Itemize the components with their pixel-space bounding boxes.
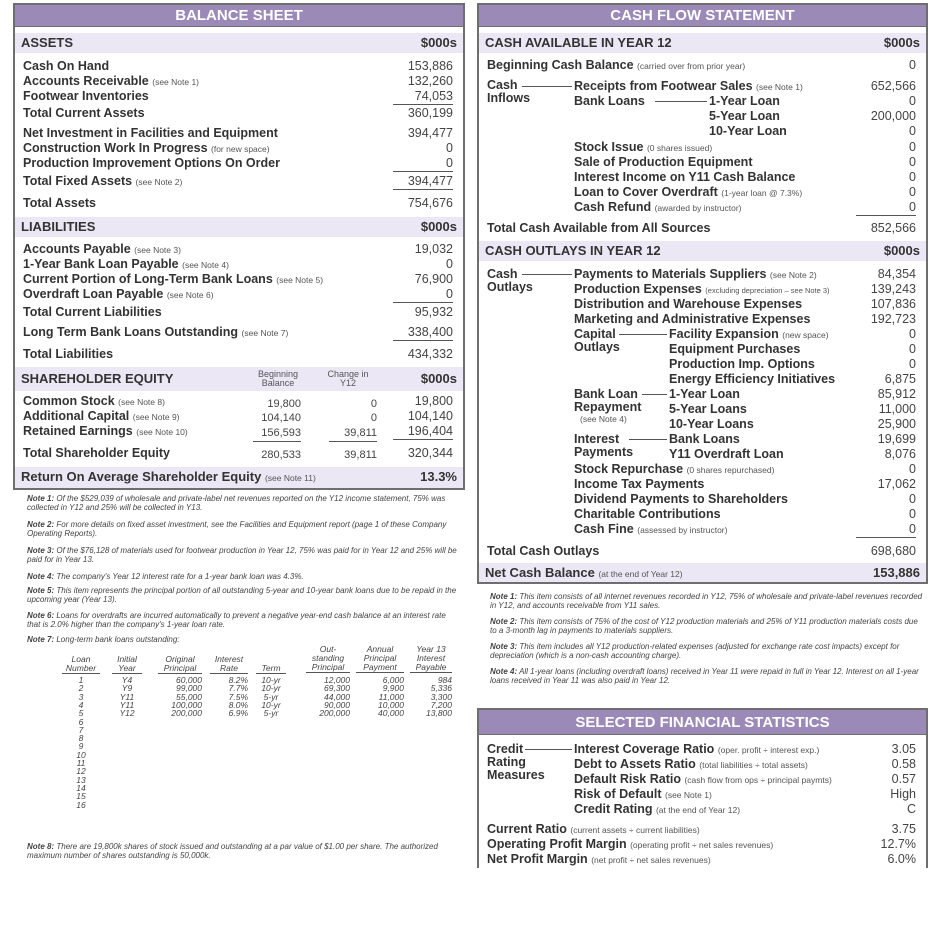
bank-loan-payable-label: 1-Year Bank Loan Payable (see Note 4) xyxy=(23,257,229,271)
loan-cell-number: 4 xyxy=(78,699,84,710)
construction-wip-label: Construction Work In Progress (for new space) xyxy=(23,141,270,155)
dividend-label: Dividend Payments to Shareholders xyxy=(574,492,788,506)
roe-row xyxy=(15,467,463,488)
equipment-purchases-label: Equipment Purchases xyxy=(669,342,801,356)
loan-cell-outstanding: 90,000 xyxy=(324,699,350,710)
interest-coverage-value: 3.05 xyxy=(891,742,916,756)
beginning-cash-value: 0 xyxy=(909,58,916,72)
loan-cell-year: Y4 xyxy=(121,675,133,685)
loan-cell-rate: 8.2% xyxy=(228,675,248,685)
common-stock-label: Common Stock (see Note 8) xyxy=(23,394,165,408)
cash-on-hand-value: 153,886 xyxy=(407,59,453,73)
common-stock-value: 19,800 xyxy=(414,394,453,408)
production-expenses-label: Production Expenses (excluding depreciation – see Note 3) xyxy=(574,282,830,296)
distribution-value: 107,836 xyxy=(870,297,916,311)
loan-cell-year: Y11 xyxy=(119,699,135,710)
loan-cell-number: 8 xyxy=(78,733,84,744)
interest-income-label: Interest Income on Y11 Cash Balance xyxy=(574,170,796,184)
marketing-value: 192,723 xyxy=(870,312,916,326)
repay-5yr-label: 5-Year Loans xyxy=(669,402,747,416)
loan-cell-principal: 99,000 xyxy=(176,683,202,694)
production-imp-value: 0 xyxy=(909,357,916,371)
total-assets-value: 754,676 xyxy=(407,196,453,210)
cash-outlays-header xyxy=(479,241,926,261)
loan-10yr-value: 0 xyxy=(909,124,916,138)
net-cash-value: 153,886 xyxy=(873,565,920,580)
loan-cell-year: Y9 xyxy=(121,683,133,694)
stock-issue-label: Stock Issue (0 shares issued) xyxy=(574,140,713,154)
total-outlays-label: Total Cash Outlays xyxy=(487,544,600,558)
cash-outlays-label-header: CASH OUTLAYS IN YEAR 12 xyxy=(485,243,661,258)
repayment-connector xyxy=(642,394,667,395)
risk-default-label: Risk of Default (see Note 1) xyxy=(574,787,712,801)
sale-equipment-value: 0 xyxy=(909,155,916,169)
accounts-payable-value: 19,032 xyxy=(414,242,453,256)
cash-outlays-unit: $000s xyxy=(883,243,920,258)
loan-cell-outstanding: 200,000 xyxy=(319,708,350,719)
production-options-value: 0 xyxy=(393,156,453,172)
loan-cell-number: 14 xyxy=(76,782,86,793)
loan-cell-number: 11 xyxy=(76,758,86,768)
production-expenses-value: 139,243 xyxy=(870,282,916,296)
charitable-label: Charitable Contributions xyxy=(574,507,721,521)
cash-fine-label: Cash Fine (assessed by instructor) xyxy=(574,522,728,536)
int-overdraft-value: 8,076 xyxy=(884,447,916,461)
loan-cell-interest: 3,300 xyxy=(430,691,452,702)
loan-hdr-interest: Year 13 Interest Payable xyxy=(410,645,452,673)
facility-expansion-value: 0 xyxy=(909,327,916,341)
loan-cell-number: 5 xyxy=(78,708,84,719)
loan-cell-principal: 55,000 xyxy=(176,691,202,702)
repay-10yr-label: 10-Year Loans xyxy=(669,417,754,431)
loan-5yr-label: 5-Year Loan xyxy=(709,109,780,123)
total-outlays-value: 698,680 xyxy=(870,544,916,558)
roe-label: Return On Average Shareholder Equity xyxy=(21,469,262,484)
distribution-label: Distribution and Warehouse Expenses xyxy=(574,297,803,311)
op-margin-value: 12.7% xyxy=(880,837,916,851)
construction-wip-value: 0 xyxy=(446,141,453,155)
facility-expansion-label: Facility Expansion (new space) xyxy=(669,327,829,341)
loan-cell-term: 10-yr xyxy=(261,675,281,685)
loan-cell-rate: 6.9% xyxy=(228,708,248,719)
bank-loan-repayment-note: (see Note 4) xyxy=(580,414,627,424)
net-margin-label: Net Profit Margin (net profit ÷ net sales revenues) xyxy=(487,852,711,866)
loan-1yr-value: 0 xyxy=(909,94,916,108)
bs-note-4: Note 4: The company's Year 12 interest rate for a 1-year bank loan was 4.3%. xyxy=(27,572,304,581)
stock-issue-value: 0 xyxy=(909,140,916,154)
int-bank-loans-label: Bank Loans xyxy=(669,432,740,446)
loan-cell-annual: 40,000 xyxy=(378,708,404,719)
loan-cell-rate: 7.7% xyxy=(228,683,248,694)
long-term-loans-value: 338,400 xyxy=(393,325,453,341)
cf-note-4: Note 4: All 1-year loans (including overdraft loans) received in Year 11 were repaid in full in Year 12. Interest on all 1-year loans received in Year 11 was also paid in Year 12. xyxy=(490,667,919,685)
total-current-liabilities-label: Total Current Liabilities xyxy=(23,305,162,319)
interest-income-value: 0 xyxy=(909,170,916,184)
total-equity-value: 320,344 xyxy=(407,446,453,460)
cash-inflows-label: Cash Inflows xyxy=(487,78,531,105)
cash-refund-value: 0 xyxy=(856,200,916,216)
inflows-connector xyxy=(522,86,572,87)
col-change-header: Change in Y12 xyxy=(327,369,369,388)
overdraft-loan-label: Overdraft Loan Payable (see Note 6) xyxy=(23,287,214,301)
bank-loan-payable-value: 0 xyxy=(446,257,453,271)
credit-rating-measures-label: Credit Rating Measures xyxy=(487,742,545,782)
repay-10yr-value: 25,900 xyxy=(877,417,916,431)
cf-note-2: Note 2: This item consists of 75% of the cost of Y12 production materials and 25% of Y11 production materials costs due to a 3-month lag in payments to materials suppliers. xyxy=(490,617,918,635)
common-stock-beginning: 19,800 xyxy=(267,398,301,410)
loan-cell-interest: 984 xyxy=(437,675,452,685)
int-overdraft-label: Y11 Overdraft Loan xyxy=(669,447,784,461)
int-bank-loans-value: 19,699 xyxy=(877,432,916,446)
accounts-receivable-label: Accounts Receivable (see Note 1) xyxy=(23,74,200,88)
total-fixed-assets-label: Total Fixed Assets (see Note 2) xyxy=(23,174,183,188)
assets-label: ASSETS xyxy=(21,35,74,50)
loan-cell-number: 6 xyxy=(78,716,84,727)
cash-outlays-label: Cash Outlays xyxy=(487,267,533,294)
net-margin-value: 6.0% xyxy=(887,852,916,866)
cash-available-unit: $000s xyxy=(883,35,920,50)
additional-capital-change: 0 xyxy=(370,412,377,424)
production-imp-label: Production Imp. Options xyxy=(669,357,815,371)
current-ratio-label: Current Ratio (current assets ÷ current liabilities) xyxy=(487,822,700,836)
net-investment-label: Net Investment in Facilities and Equipment xyxy=(23,126,278,140)
risk-default-value: High xyxy=(890,787,916,801)
loan-cell-number: 2 xyxy=(78,683,84,694)
energy-label: Energy Efficiency Initiatives xyxy=(669,372,836,386)
cash-available-label: CASH AVAILABLE IN YEAR 12 xyxy=(485,35,672,50)
loan-1yr-label: 1-Year Loan xyxy=(709,94,780,108)
bs-note-8: Note 8: There are 19,800k shares of stock issued and outstanding at a par value of $1.00 per share. The authorized maximum number of shares outstanding is 50,000k. xyxy=(27,842,438,860)
loan-cell-annual: 10,000 xyxy=(378,699,404,710)
bank-loan-repayment-label: Bank Loan Repayment xyxy=(574,387,642,414)
current-ratio-value: 3.75 xyxy=(891,822,916,836)
current-portion-lt-label: Current Portion of Long-Term Bank Loans (see Note 5) xyxy=(23,272,324,286)
accounts-payable-label: Accounts Payable (see Note 3) xyxy=(23,242,181,256)
equity-label: SHAREHOLDER EQUITY xyxy=(21,371,174,386)
bank-loans-connector xyxy=(655,101,707,102)
repay-1yr-value: 85,912 xyxy=(877,387,916,401)
loan-5yr-value: 200,000 xyxy=(870,109,916,123)
credit-rating-value: C xyxy=(906,802,916,816)
cf-note-1: Note 1: This item consists of all internet revenues recorded in Y12, 75% of wholesale and private-label revenues recorded in Y12, and accounts receivable from Y11 sales. xyxy=(490,592,923,610)
loan-cell-number: 16 xyxy=(76,799,86,810)
payments-materials-label: Payments to Materials Suppliers (see Note 2) xyxy=(574,267,817,281)
loan-hdr-term: Term xyxy=(256,664,286,674)
bs-note-1: Note 1: Of the $529,039 of wholesale and private-label net revenues reported on the Y12 income statement, 75% was collected in Y12 and 25% will be collected in Y13. xyxy=(27,494,446,512)
retained-earnings-change: 39,811 xyxy=(329,426,377,442)
equity-unit: $000s xyxy=(420,371,457,386)
loan-cell-term: 10-yr xyxy=(261,683,281,694)
financial-stats-panel xyxy=(477,708,928,868)
bs-note-6: Note 6: Loans for overdrafts are incurred automatically to prevent a negative year-end cash balance at an interest rate that is 2.0% higher than the company's 1-year loan rate. xyxy=(27,611,446,629)
net-cash-row xyxy=(479,563,926,582)
interest-payments-label: Interest Payments xyxy=(574,432,634,459)
op-margin-label: Operating Profit Margin (operating profit ÷ net sales revenues) xyxy=(487,837,774,851)
cf-note-3: Note 3: This item includes all Y12 production-related expenses (adjusted for exchange rate cost impacts) except for depreciation (which is a non-cash accounting charge). xyxy=(490,642,900,660)
additional-capital-beginning: 104,140 xyxy=(261,412,301,424)
loan-cell-number: 9 xyxy=(78,741,84,752)
additional-capital-value: 104,140 xyxy=(407,409,453,423)
total-fixed-assets-value: 394,477 xyxy=(393,174,453,190)
total-current-assets-value: 360,199 xyxy=(407,106,453,120)
outlays-connector xyxy=(522,274,572,275)
dividend-value: 0 xyxy=(909,492,916,506)
beginning-cash-label: Beginning Cash Balance (carried over from prior year) xyxy=(487,58,746,72)
common-stock-change: 0 xyxy=(370,398,377,410)
liabilities-header xyxy=(15,217,463,237)
interest-coverage-label: Interest Coverage Ratio (oper. profit ÷ interest exp.) xyxy=(574,742,820,756)
cash-fine-value: 0 xyxy=(856,522,916,538)
credit-connector xyxy=(525,749,572,750)
payments-materials-value: 84,354 xyxy=(877,267,916,281)
loan-cell-annual: 11,000 xyxy=(378,691,404,702)
default-risk-label: Default Risk Ratio (cash flow from ops ÷ principal paymts) xyxy=(574,772,832,786)
loan-cell-number: 15 xyxy=(76,791,86,802)
loan-hdr-annual: Annual Principal Payment xyxy=(356,645,404,673)
loan-cell-annual: 9,900 xyxy=(382,683,404,694)
loan-cell-principal: 100,000 xyxy=(171,699,202,710)
retained-earnings-value: 196,404 xyxy=(393,424,453,440)
net-investment-value: 394,477 xyxy=(407,126,453,140)
loan-overdraft-label: Loan to Cover Overdraft (1-year loan @ 7.3%) xyxy=(574,185,803,199)
net-cash-label: Net Cash Balance xyxy=(485,565,595,580)
total-assets-label: Total Assets xyxy=(23,196,96,210)
total-equity-change: 39,811 xyxy=(344,449,377,461)
loan-cell-principal: 200,000 xyxy=(171,708,202,719)
loan-cell-outstanding: 12,000 xyxy=(324,675,350,685)
roe-note: (see Note 11) xyxy=(264,473,316,483)
production-options-label: Production Improvement Options On Order xyxy=(23,156,280,170)
col-beginning-header: Beginning Balance xyxy=(257,369,299,388)
receipts-label: Receipts from Footwear Sales (see Note 1) xyxy=(574,79,803,93)
liabilities-label: LIABILITIES xyxy=(21,219,96,234)
bank-loans-label: Bank Loans xyxy=(574,94,645,108)
current-portion-lt-value: 76,900 xyxy=(414,272,453,286)
roe-value: 13.3% xyxy=(420,469,457,484)
loan-cell-outstanding: 69,300 xyxy=(324,683,350,694)
loan-cell-term: 5-yr xyxy=(263,691,279,702)
footwear-inventories-value: 74,053 xyxy=(393,89,453,105)
bs-note-5: Note 5: This item represents the principal portion of all outstanding 5-year and 10-year bank loans due to be repaid in the upcoming year (Year 13). xyxy=(27,586,457,604)
loan-cell-principal: 60,000 xyxy=(176,675,202,685)
debt-assets-value: 0.58 xyxy=(891,757,916,771)
default-risk-value: 0.57 xyxy=(891,772,916,786)
loan-hdr-outstanding: Out-standing Principal xyxy=(306,645,350,673)
loan-cell-year: Y12 xyxy=(119,708,135,719)
balance-sheet-title: BALANCE SHEET xyxy=(15,5,463,27)
sale-equipment-label: Sale of Production Equipment xyxy=(574,155,753,169)
loan-cell-number: 12 xyxy=(76,766,86,777)
loan-hdr-principal: Original Principal xyxy=(158,655,202,674)
additional-capital-label: Additional Capital (see Note 9) xyxy=(23,409,180,423)
cash-refund-label: Cash Refund (awarded by instructor) xyxy=(574,200,742,214)
bs-note-2: Note 2: For more details on fixed asset investment, see the Facilities and Equipment report (page 1 of these Company Operating Reports). xyxy=(27,520,447,538)
loan-cell-rate: 7.5% xyxy=(228,691,248,702)
cash-flow-title: CASH FLOW STATEMENT xyxy=(479,5,926,27)
repay-5yr-value: 11,000 xyxy=(878,402,916,416)
accounts-receivable-value: 132,260 xyxy=(407,74,453,88)
loan-cell-year: Y11 xyxy=(119,691,135,702)
loan-cell-number: 3 xyxy=(78,691,84,702)
income-tax-value: 17,062 xyxy=(877,477,916,491)
total-equity-beginning: 280,533 xyxy=(261,449,301,461)
loan-cell-term: 5-yr xyxy=(263,708,279,719)
total-available-label: Total Cash Available from All Sources xyxy=(487,221,711,235)
overdraft-loan-value: 0 xyxy=(393,287,453,303)
loan-table xyxy=(60,645,460,840)
long-term-loans-label: Long Term Bank Loans Outstanding (see Note 7) xyxy=(23,325,289,339)
interest-connector xyxy=(629,439,667,440)
loan-cell-interest: 13,800 xyxy=(426,708,452,719)
retained-earnings-label: Retained Earnings (see Note 10) xyxy=(23,424,188,438)
bs-note-7: Note 7: Long-term bank loans outstanding: xyxy=(27,635,180,644)
loan-10yr-label: 10-Year Loan xyxy=(709,124,787,138)
loan-cell-interest: 7,200 xyxy=(430,699,452,710)
equipment-purchases-value: 0 xyxy=(909,342,916,356)
loan-cell-number: 13 xyxy=(76,774,86,785)
cash-on-hand-label: Cash On Hand xyxy=(23,59,110,73)
total-liabilities-label: Total Liabilities xyxy=(23,347,114,361)
loan-cell-number: 10 xyxy=(76,749,86,760)
loan-overdraft-value: 0 xyxy=(909,185,916,199)
loan-cell-interest: 5,336 xyxy=(430,683,452,694)
capital-connector xyxy=(619,334,667,335)
assets-unit: $000s xyxy=(420,35,457,50)
repay-1yr-label: 1-Year Loan xyxy=(669,387,740,401)
assets-header xyxy=(15,33,463,53)
marketing-label: Marketing and Administrative Expenses xyxy=(574,312,811,326)
loan-cell-annual: 6,000 xyxy=(382,675,404,685)
total-available-value: 852,566 xyxy=(870,221,916,235)
financial-stats-title: SELECTED FINANCIAL STATISTICS xyxy=(479,710,926,735)
stock-repurchase-label: Stock Repurchase (0 shares repurchased) xyxy=(574,462,775,476)
equity-header xyxy=(15,367,463,391)
energy-value: 6,875 xyxy=(884,372,916,386)
loan-cell-number: 1 xyxy=(78,675,84,685)
loan-hdr-rate: Interest Rate xyxy=(210,655,248,674)
bs-note-3: Note 3: Of the $76,128 of materials used for footwear production in Year 12, 75% was paid for in Year 12 and 25% will be paid for in Year 13. xyxy=(27,546,457,564)
retained-earnings-beginning: 156,593 xyxy=(253,426,301,442)
loan-hdr-year: Initial Year xyxy=(112,655,142,674)
loan-hdr-number: Loan Number xyxy=(62,655,100,674)
net-cash-note: (at the end of Year 12) xyxy=(598,569,683,579)
charitable-value: 0 xyxy=(909,507,916,521)
credit-rating-label: Credit Rating (at the end of Year 12) xyxy=(574,802,741,816)
total-current-liabilities-value: 95,932 xyxy=(414,305,453,319)
income-tax-label: Income Tax Payments xyxy=(574,477,705,491)
balance-sheet-panel xyxy=(13,3,465,490)
capital-outlays-label: Capital Outlays xyxy=(574,327,620,354)
total-current-assets-label: Total Current Assets xyxy=(23,106,145,120)
cash-flow-panel xyxy=(477,3,928,584)
footwear-inventories-label: Footwear Inventories xyxy=(23,89,149,103)
cash-available-header xyxy=(479,33,926,53)
receipts-value: 652,566 xyxy=(870,79,916,93)
total-equity-label: Total Shareholder Equity xyxy=(23,446,171,460)
loan-cell-rate: 8.0% xyxy=(228,699,248,710)
stock-repurchase-value: 0 xyxy=(909,462,916,476)
loan-cell-term: 10-yr xyxy=(261,699,281,710)
loan-cell-number: 7 xyxy=(78,724,84,735)
total-liabilities-value: 434,332 xyxy=(407,347,453,361)
liabilities-unit: $000s xyxy=(420,219,457,234)
loan-cell-outstanding: 44,000 xyxy=(324,691,350,702)
debt-assets-label: Debt to Assets Ratio (total liabilities ÷ total assets) xyxy=(574,757,808,771)
